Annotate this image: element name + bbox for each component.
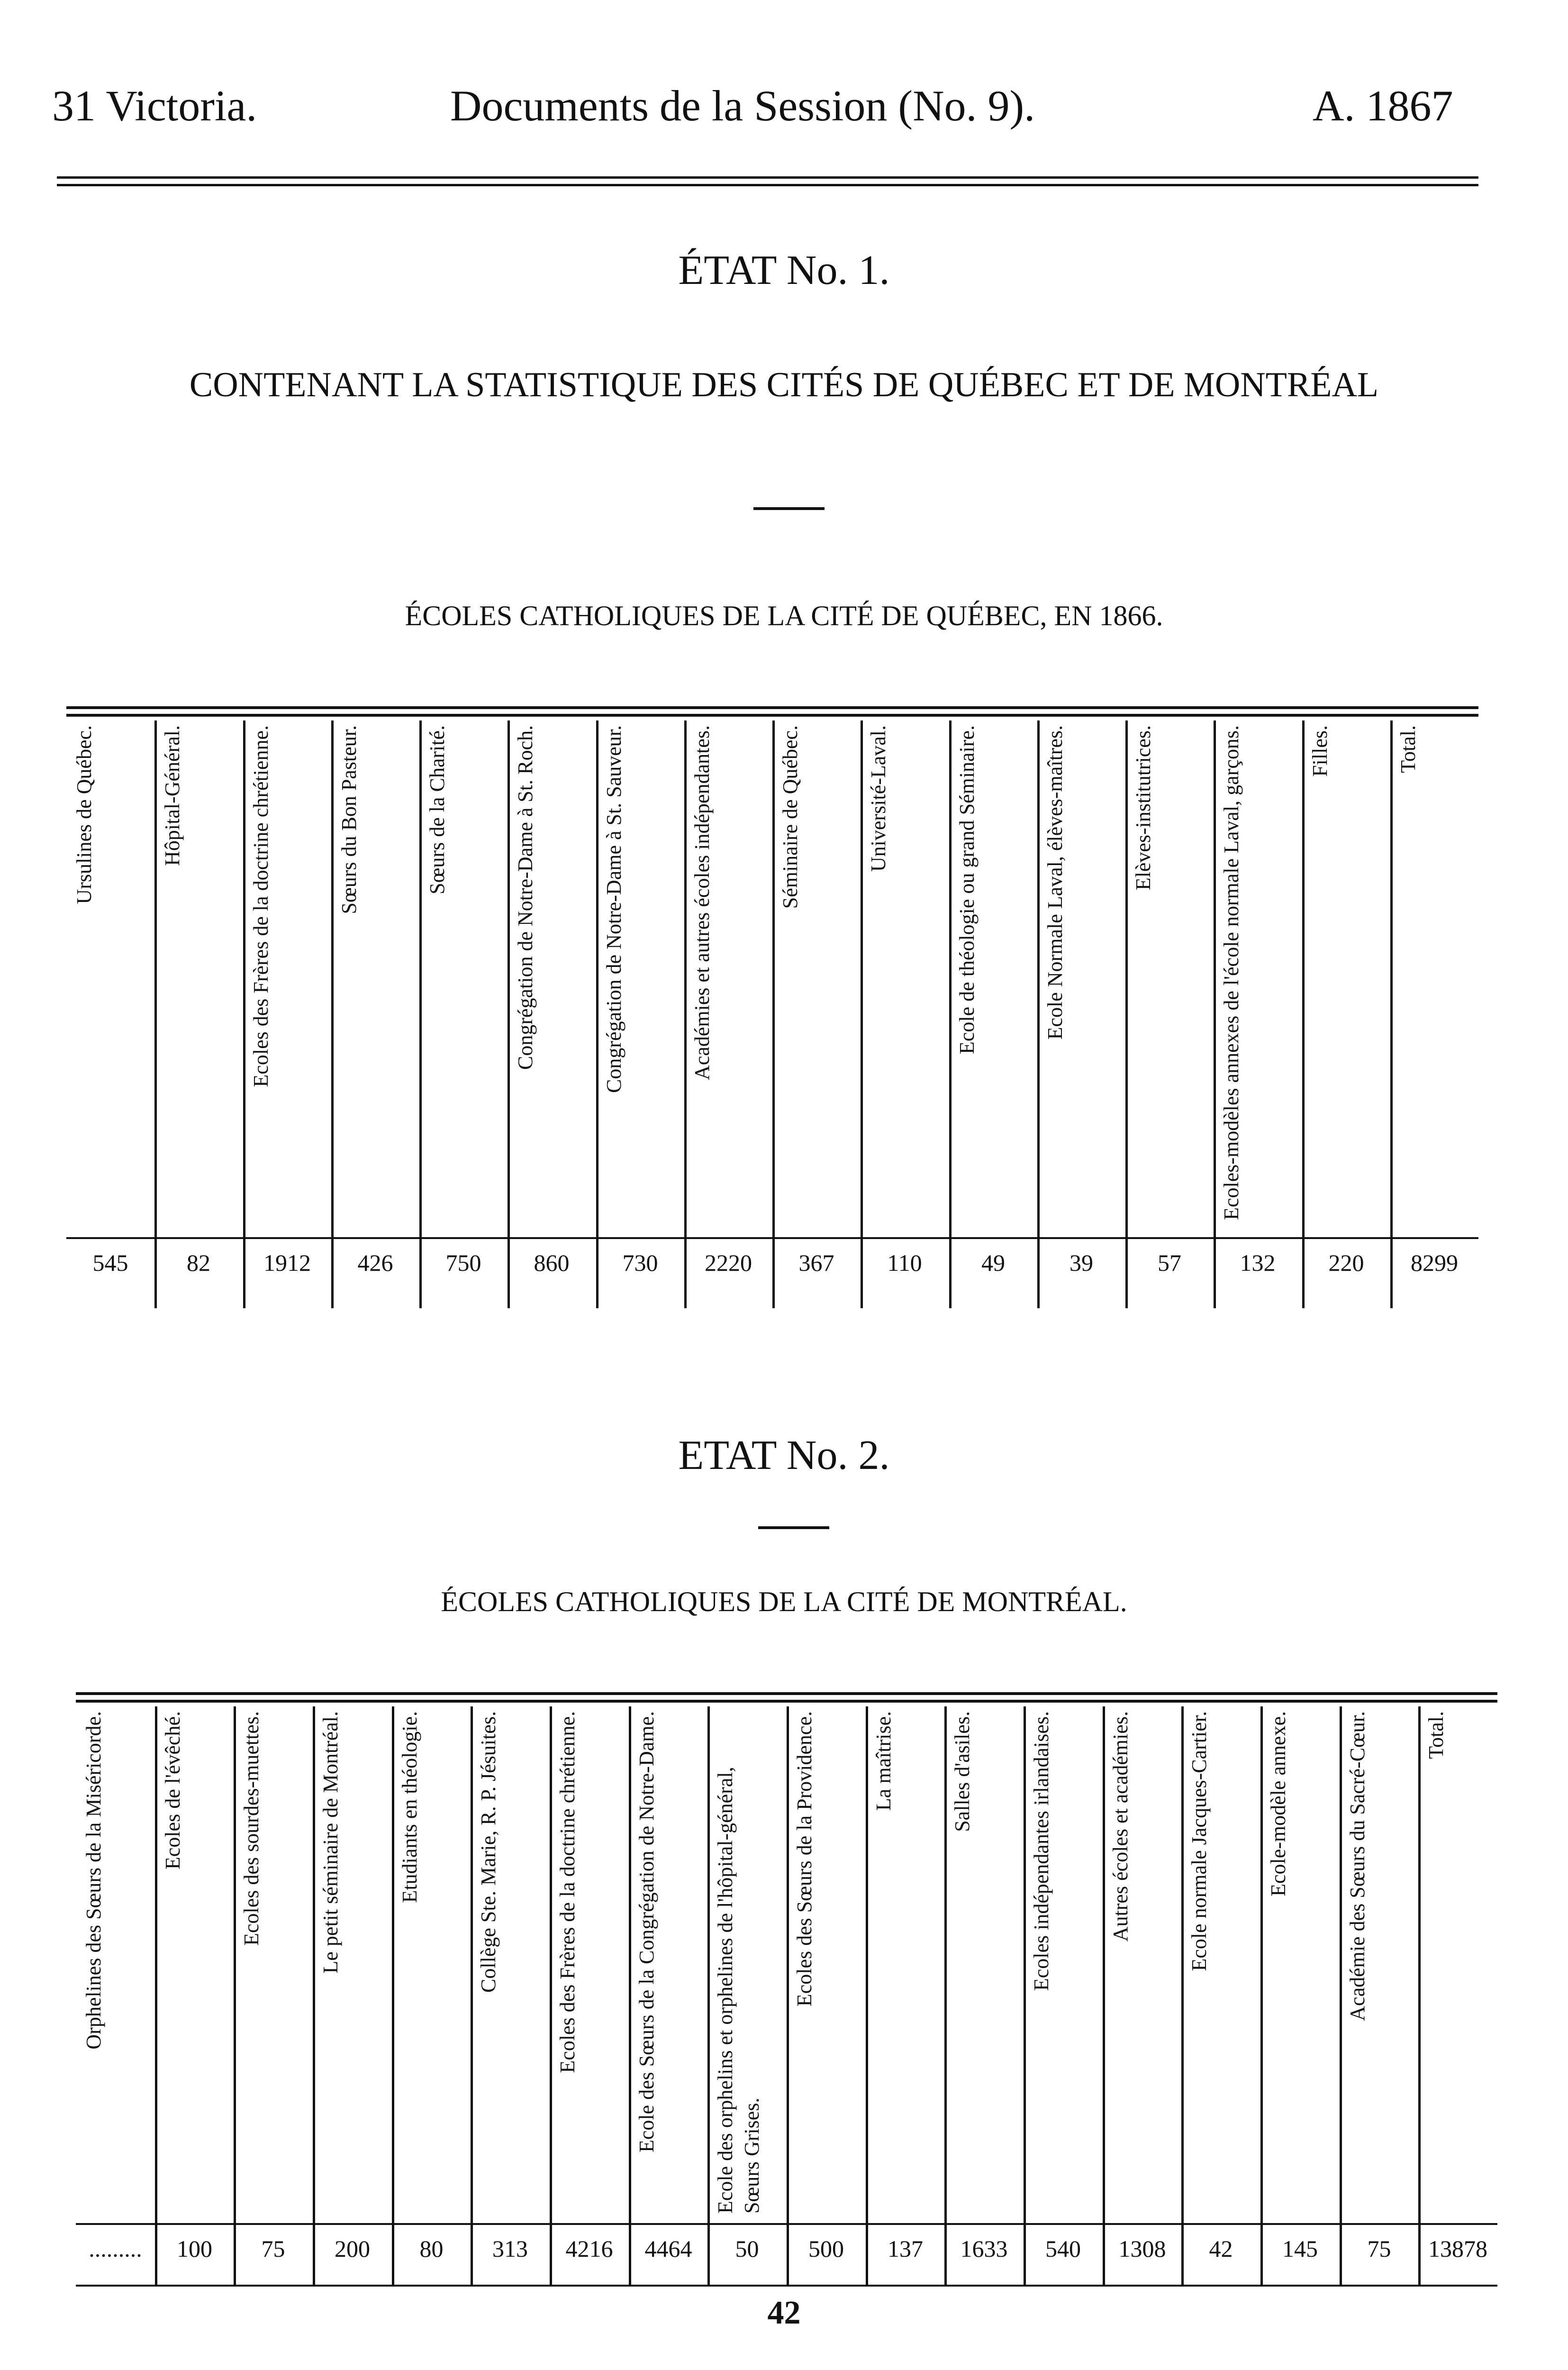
etat2-column-label: Ecole normale Jacques-Cartier. — [1187, 1711, 1211, 1971]
etat2-cell-value: 313 — [492, 2235, 528, 2262]
etat2-column-header — [870, 1711, 940, 2214]
etat1-cell-value: 1912 — [263, 1249, 311, 1276]
etat1-cell-value: 220 — [1328, 1249, 1364, 1276]
etat2-column-header — [554, 1711, 624, 2214]
etat1-column-header — [424, 725, 503, 1228]
etat2-cell-value: 75 — [1367, 2235, 1391, 2262]
header-rule-top — [57, 176, 1478, 179]
etat1-cell-value: 82 — [187, 1249, 210, 1276]
etat1-column-divider — [684, 720, 687, 1308]
etat2-cell-value: 145 — [1282, 2235, 1318, 2262]
etat1-column-label: Ecoles des Frères de la doctrine chrétienne. — [249, 725, 272, 1087]
etat1-cell-value: 132 — [1240, 1249, 1276, 1276]
table1-top-rule-2 — [66, 714, 1478, 717]
etat2-column-divider — [707, 1706, 710, 2285]
etat2-column-label: Ecoles des Sœurs de la Providence. — [793, 1711, 816, 2007]
etat2-column-label: Ecoles de l'évêché. — [161, 1711, 184, 1870]
short-divider-1 — [753, 507, 825, 510]
etat2-column-label: Ecole des orphelins et orphelines de l'hôpital-général, Sœurs Grises. — [714, 1767, 763, 2214]
etat1-cell-value: 367 — [798, 1249, 834, 1276]
etat2-column-label: Ecoles indépendantes irlandaises. — [1030, 1711, 1053, 1991]
etat2-table — [76, 1692, 1497, 2299]
etat1-column-header — [865, 725, 944, 1228]
etat1-column-divider — [419, 720, 422, 1308]
etat2-column-divider — [313, 1706, 315, 2285]
etat1-subtitle: CONTENANT LA STATISTIQUE DES CITÉS DE QUÉBEC ET DE MONTRÉAL — [189, 365, 1379, 404]
etat1-column-divider — [772, 720, 775, 1308]
etat2-column-label: Orphelines des Sœurs de la Miséricorde. — [82, 1711, 105, 2050]
etat1-table — [66, 706, 1478, 1318]
etat1-column-header — [71, 725, 150, 1228]
etat1-column-header — [689, 725, 768, 1228]
etat2-column-label: Salles d'asiles. — [951, 1711, 974, 1832]
etat2-column-header — [238, 1711, 308, 2214]
etat2-column-divider — [787, 1706, 789, 2285]
etat2-column-header — [1107, 1711, 1177, 2214]
etat2-column-divider — [1418, 1706, 1421, 2285]
etat2-cell-value: 80 — [419, 2235, 444, 2262]
etat2-column-header — [1423, 1711, 1493, 2214]
etat2-column-divider — [1340, 1706, 1342, 2285]
etat1-column-label: Académies et autres écoles indépendantes. — [690, 725, 714, 1080]
etat1-column-divider — [1214, 720, 1216, 1308]
etat1-column-header — [336, 725, 415, 1228]
etat2-column-divider — [392, 1706, 394, 2285]
etat2-column-header — [160, 1711, 229, 2214]
etat1-cell-value: 110 — [887, 1249, 922, 1276]
etat2-column-header — [475, 1711, 545, 2214]
etat1-column-divider — [949, 720, 952, 1308]
etat2-column-divider — [866, 1706, 868, 2285]
etat2-cell-value: 100 — [177, 2235, 212, 2262]
etat2-column-header — [397, 1711, 466, 2214]
header-right: A. 1867 — [1313, 82, 1453, 130]
etat2-column-divider — [1181, 1706, 1184, 2285]
etat1-cell-value: 750 — [445, 1249, 481, 1276]
etat2-column-divider — [1260, 1706, 1263, 2285]
etat1-column-header — [1130, 725, 1209, 1228]
etat1-column-label: Hôpital-Général. — [161, 725, 184, 866]
etat2-cell-value: 500 — [808, 2235, 844, 2262]
etat2-column-header — [81, 1711, 150, 2214]
etat2-column-label: Ecole-modèle annexe. — [1267, 1711, 1290, 1896]
etat1-column-divider — [596, 720, 598, 1308]
etat1-column-header — [777, 725, 856, 1228]
etat1-cell-value: 730 — [622, 1249, 658, 1276]
etat1-column-label: Sœurs de la Charité. — [426, 725, 449, 894]
etat2-column-label: Académie des Sœurs du Sacré-Cœur. — [1346, 1711, 1369, 2021]
etat1-column-label: Congrégation de Notre-Dame à St. Roch. — [514, 725, 537, 1070]
etat2-cell-value: 4216 — [565, 2235, 613, 2262]
etat1-column-label: Ecoles-modèles annexes de l'école normale Laval, garçons. — [1220, 725, 1243, 1220]
etat1-column-header — [248, 725, 326, 1228]
etat1-cell-value: 8299 — [1411, 1249, 1458, 1276]
etat1-column-header — [1218, 725, 1297, 1228]
etat1-column-label: Sœurs du Bon Pasteur. — [337, 725, 361, 914]
etat2-column-header — [634, 1711, 703, 2214]
etat1-column-header — [159, 725, 238, 1228]
etat1-column-header — [1307, 725, 1386, 1228]
etat1-column-label: Ursulines de Québec. — [73, 725, 96, 904]
etat2-cell-value: 4464 — [644, 2235, 692, 2262]
etat2-cell-value: 1633 — [960, 2235, 1008, 2262]
etat1-column-header — [1042, 725, 1121, 1228]
etat2-column-header — [1344, 1711, 1414, 2214]
etat2-column-header — [791, 1711, 861, 2214]
etat2-column-header — [1186, 1711, 1256, 2214]
etat2-column-header — [317, 1711, 387, 2214]
page-number: 42 — [767, 2295, 801, 2331]
etat2-column-label: Total. — [1424, 1711, 1448, 1759]
etat1-column-divider — [154, 720, 157, 1308]
etat1-cell-value: 545 — [92, 1249, 128, 1276]
table2-top-rule-1 — [76, 1692, 1497, 1695]
etat2-column-header — [1028, 1711, 1098, 2214]
etat1-column-header — [512, 725, 591, 1228]
table1-top-rule-1 — [66, 706, 1478, 709]
etat2-column-divider — [1103, 1706, 1105, 2285]
etat2-column-header — [712, 1711, 782, 2214]
etat1-column-divider — [243, 720, 245, 1308]
etat1-column-header — [954, 725, 1033, 1228]
etat2-table-title: ÉCOLES CATHOLIQUES DE LA CITÉ DE MONTRÉAL. — [441, 1586, 1127, 1617]
etat2-column-header — [1265, 1711, 1335, 2214]
header-rule-bottom — [57, 184, 1478, 186]
header-left: 31 Victoria. — [52, 82, 257, 130]
etat2-cell-value: 13878 — [1428, 2235, 1487, 2262]
etat2-cell-value: 540 — [1045, 2235, 1081, 2262]
etat2-column-label: Autres écoles et académies. — [1109, 1711, 1132, 1942]
etat1-column-divider — [508, 720, 510, 1308]
etat1-cell-value: 49 — [981, 1249, 1005, 1276]
etat2-column-divider — [944, 1706, 947, 2285]
etat2-column-label: Ecoles des sourdes-muettes. — [240, 1711, 263, 1946]
etat2-cell-value: 1308 — [1118, 2235, 1166, 2262]
table2-bottom-rule — [76, 2285, 1497, 2287]
etat2-column-label: Etudiants en théologie. — [398, 1711, 421, 1903]
etat2-cell-value: 75 — [261, 2235, 285, 2262]
etat1-cell-value: 57 — [1158, 1249, 1181, 1276]
etat1-column-label: Université-Laval. — [867, 725, 890, 872]
etat1-column-divider — [1302, 720, 1305, 1308]
etat1-column-label: Ecole Normale Laval, élèves-maîtres. — [1043, 725, 1067, 1040]
etat1-column-header — [601, 725, 680, 1228]
etat2-column-divider — [550, 1706, 552, 2285]
etat2-column-divider — [234, 1706, 236, 2285]
etat1-table-title: ÉCOLES CATHOLIQUES DE LA CITÉ DE QUÉBEC, EN 1866. — [405, 600, 1163, 631]
etat2-cell-value: 50 — [735, 2235, 759, 2262]
etat2-column-header — [949, 1711, 1019, 2214]
etat2-column-label: Le petit séminaire de Montréal. — [319, 1711, 342, 1974]
etat1-cell-value: 860 — [534, 1249, 570, 1276]
etat1-column-divider — [1390, 720, 1393, 1308]
etat2-column-divider — [471, 1706, 473, 2285]
etat1-cell-value: 426 — [357, 1249, 393, 1276]
etat2-cell-value: ......... — [89, 2235, 142, 2262]
short-divider-2 — [758, 1526, 829, 1529]
header-center: Documents de la Session (No. 9). — [450, 82, 1035, 130]
etat2-cell-value: 200 — [335, 2235, 370, 2262]
etat1-column-label: Filles. — [1308, 725, 1332, 777]
etat2-column-label: Ecoles des Frères de la doctrine chrétienne. — [556, 1711, 579, 2073]
etat1-column-divider — [1037, 720, 1040, 1308]
etat1-column-label: Séminaire de Québec. — [779, 725, 802, 909]
etat1-column-label: Ecole de théologie ou grand Séminaire. — [955, 725, 979, 1054]
etat1-column-header — [1395, 725, 1474, 1228]
etat2-column-divider — [155, 1706, 157, 2285]
etat2-column-divider — [629, 1706, 631, 2285]
etat2-column-label: Collège Ste. Marie, R. P. Jésuites. — [477, 1711, 500, 1993]
etat1-cell-value: 39 — [1070, 1249, 1093, 1276]
etat2-cell-value: 137 — [888, 2235, 923, 2262]
table2-top-rule-2 — [76, 1700, 1497, 1703]
etat1-column-divider — [331, 720, 334, 1308]
etat1-column-label: Total. — [1396, 725, 1420, 773]
etat2-column-divider — [1024, 1706, 1026, 2285]
etat2-column-label: La maîtrise. — [872, 1711, 895, 1811]
etat2-column-label: Ecole des Sœurs de la Congrégation de Notre-Dame. — [635, 1711, 658, 2153]
etat1-column-divider — [1125, 720, 1128, 1308]
etat1-cell-value: 2220 — [705, 1249, 752, 1276]
etat1-column-label: Congrégation de Notre-Dame à St. Sauveur. — [602, 725, 625, 1093]
etat1-column-divider — [861, 720, 863, 1308]
etat2-title: ETAT No. 2. — [678, 1432, 890, 1478]
etat2-cell-value: 42 — [1209, 2235, 1233, 2262]
etat1-title: ÉTAT No. 1. — [678, 247, 890, 293]
etat1-column-label: Elèves-institutrices. — [1132, 725, 1155, 891]
